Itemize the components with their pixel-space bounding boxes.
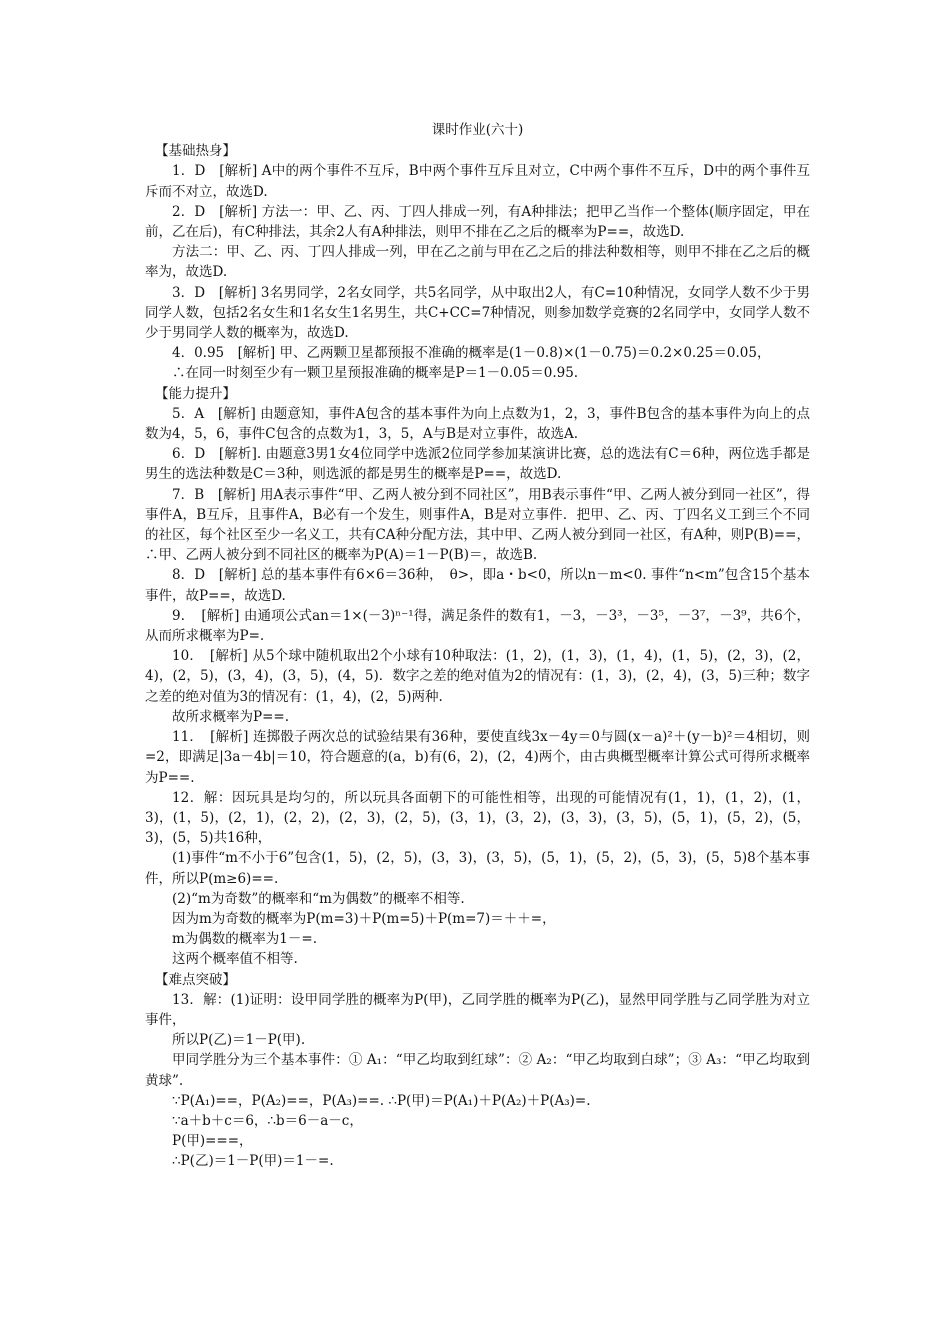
answer-paragraph: 1．D [解析] A中的两个事件不互斥，B中两个事件互斥且对立，C中两个事件不互斥，D中的两个事件互斥而不对立，故选D. bbox=[145, 163, 810, 200]
answer-paragraph: 因为m为奇数的概率为P(m=3)＋P(m=5)＋P(m=7)＝＋＋=， bbox=[172, 910, 556, 927]
answer-paragraph: 7．B [解析] 用A表示事件“甲、乙两人被分到不同社区”，用B表示事件“甲、乙两人被分到同一社区”，得事件A，B互斥，且事件A，B必有一个发生，则事件A，B是对立事件．把甲、乙、丙、丁四名义工到三个不同的社区，每个社区至少一名义工，共有CA种分配方法，其中甲、乙两人被分到同一社区，有A种，则P(B)==，∴甲、乙两人被分到不同社区的概率为P(A)＝1－P(B)＝，故选B. bbox=[145, 486, 810, 564]
answer-paragraph: P(甲)===， bbox=[172, 1133, 253, 1150]
section-heading: 【难点突破】 bbox=[155, 971, 236, 988]
answer-paragraph: 4．0.95 [解析] 甲、乙两颗卫星都预报不准确的概率是(1－0.8)×(1－0.75)＝0.2×0.25＝0.05， bbox=[172, 345, 771, 362]
answer-paragraph: 甲同学胜分为三个基本事件：① A₁：“甲乙均取到红球”：② A₂：“甲乙均取到白球”；③ A₃：“甲乙均取到黄球”. bbox=[145, 1052, 810, 1089]
answer-paragraph: m为偶数的概率为1－=. bbox=[172, 931, 317, 948]
section-heading: 【能力提升】 bbox=[155, 385, 236, 402]
answer-paragraph: (1)事件“m不小于6”包含(1，5)，(2，5)，(3，3)，(3，5)，(5，1)，(5，2)，(5，3)，(5，5)8个基本事件，所以P(m≥6)==. bbox=[145, 850, 810, 887]
answer-paragraph: 这两个概率值不相等. bbox=[172, 951, 298, 968]
section-heading: 【基础热身】 bbox=[155, 143, 236, 160]
answer-paragraph: 5．A [解析] 由题意知，事件A包含的基本事件为向上点数为1，2，3，事件B包含的基本事件为向上的点数为4，5，6，事件C包含的点数为1，3，5，A与B是对立事件，故选A. bbox=[145, 405, 810, 443]
page-title: 课时作业(六十) bbox=[431, 122, 524, 138]
answer-paragraph: 方法二：甲、乙、丙、丁四人排成一列，甲在乙之前与甲在乙之后的排法种数相等，则甲不排在乙之后的概率为，故选D. bbox=[145, 244, 810, 281]
answer-content bbox=[145, 141, 810, 1171]
answer-paragraph: 12．解：因玩具是均匀的，所以玩具各面朝下的可能性相等，出现的可能情况有(1，1)，(1，2)，(1，3)，(1，5)，(2，1)，(2，2)，(2，3)，(2，5)，(3，1)，(3，2)，(3，3)，(3，5)，(5，1)，(5，2)，(5，3)，(5，5)共16种， bbox=[145, 789, 810, 847]
answer-paragraph: ∵P(A₁)==，P(A₂)==，P(A₃)==. ∴P(甲)＝P(A₁)＋P(A₂)＋P(A₃)=. bbox=[172, 1092, 591, 1109]
answer-paragraph: ∴在同一时刻至少有一颗卫星预报准确的概率是P＝1－0.05＝0.95. bbox=[172, 365, 579, 382]
answer-paragraph: ∵a＋b＋c＝6，∴b＝6－a－c， bbox=[172, 1112, 363, 1129]
answer-paragraph: 9． [解析] 由通项公式an＝1×(－3)ⁿ⁻¹得，满足条件的数有1，－3，－3³，－3⁵，－3⁷，－3⁹，共6个，从而所求概率为P=. bbox=[145, 607, 810, 645]
answer-paragraph: 故所求概率为P==. bbox=[172, 708, 289, 725]
answer-paragraph: 11． [解析] 连掷骰子两次总的试验结果有36种，要使直线3x－4y＝0与圆(x－a)²＋(y－b)²＝4相切，则=2，即满足|3a－4b|＝10，符合题意的(a，b)有(6，2)，(2，4)两个，由古典概型概率计算公式可得所求概率为P==. bbox=[145, 729, 810, 786]
answer-paragraph: 13．解：(1)证明：设甲同学胜的概率为P(甲)，乙同学胜的概率为P(乙)，显然甲同学胜与乙同学胜为对立事件， bbox=[145, 991, 810, 1028]
answer-paragraph: 10． [解析] 从5个球中随机取出2个小球有10种取法：(1，2)，(1，3)，(1，4)，(1，5)，(2，3)，(2，4)，(2，5)，(3，4)，(3，5)，(4，5)．数字之差的绝对值为2的情况有：(1，3)，(2，4)，(3，5)三种；数字之差的绝对值为3的情况有：(1，4)，(2，5)两种. bbox=[145, 648, 810, 705]
answer-paragraph: 3．D [解析] 3名男同学，2名女同学，共5名同学，从中取出2人，有C=10种情况，女同学人数不少于男同学人数，包括2名女生和1名女生1名男生，共C+CC=7种情况，则参加数学竞赛的2名同学中，女同学人数不少于男同学人数的概率为，故选D. bbox=[145, 284, 810, 342]
answer-paragraph: ∴P(乙)＝1－P(甲)＝1－=. bbox=[172, 1153, 334, 1170]
answer-paragraph: (2)“m为奇数”的概率和“m为偶数”的概率不相等. bbox=[172, 890, 465, 907]
answer-paragraph: 所以P(乙)＝1－P(甲). bbox=[172, 1032, 306, 1049]
answer-paragraph: 8．D [解析] 总的基本事件有6×6＝36种， θ>，即a・b<0，所以n－m<0. 事件“n<m”包含15个基本事件，故P==，故选D. bbox=[145, 567, 810, 604]
answer-paragraph: 6．D [解析]. 由题意3男1女4位同学中选派2位同学参加某演讲比赛，总的选法有C＝6种，两位选手都是男生的选法种数是C＝3种，则选派的都是男生的概率是P==，故选D. bbox=[145, 446, 810, 483]
homework-answer-page bbox=[145, 120, 810, 1172]
answer-paragraph: 2．D [解析] 方法一：甲、乙、丙、丁四人排成一列，有A种排法；把甲乙当作一个整体(顺序固定，甲在前，乙在后)，有C种排法，其余2人有A种排法，则甲不排在乙之后的概率为P==，故选D. bbox=[145, 203, 810, 241]
